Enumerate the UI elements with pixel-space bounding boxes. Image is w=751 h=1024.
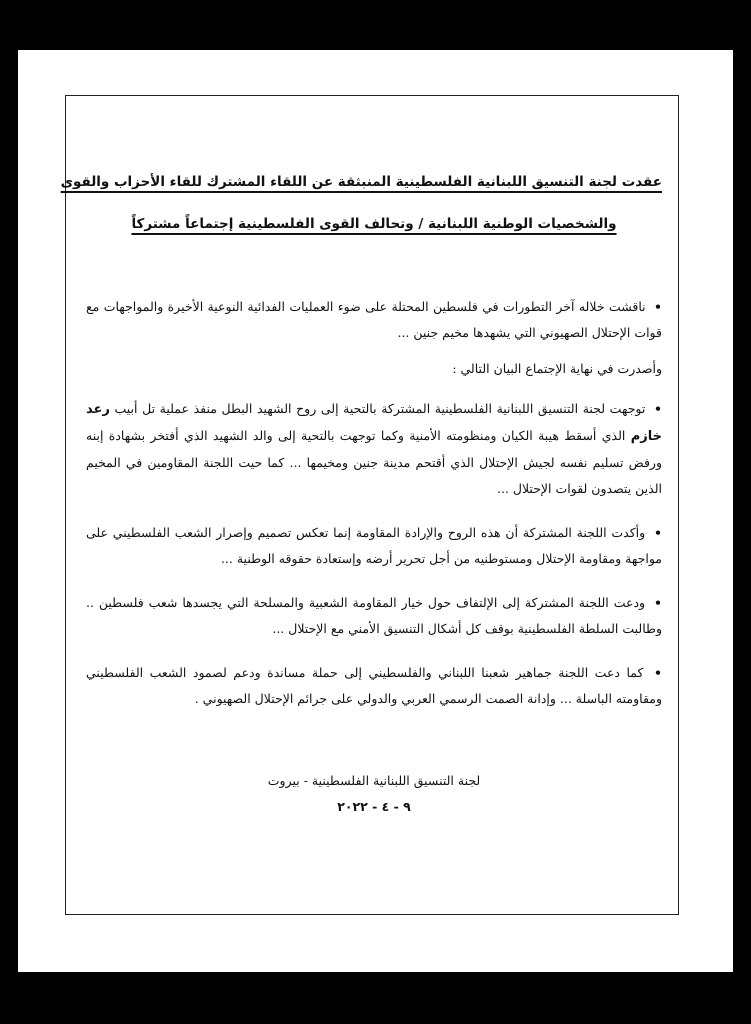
signature-block [86, 768, 662, 820]
paragraph-call-resistance [86, 590, 662, 642]
document-title-line-1: عقدت لجنة التنسيق اللبنانية الفلسطينية المنبثقة عن اللقاء المشترك للقاء الأحزاب والقوى [60, 174, 662, 190]
paragraph-tribute-text-start: توجهت لجنة التنسيق اللبنانية الفلسطينية المشتركة بالتحية إلى روح الشهيد البطل منفذ عملية تل أبيب [114, 401, 646, 416]
document-page [18, 50, 733, 972]
paragraph-call-support [86, 660, 662, 712]
paragraph-affirmation [86, 520, 662, 572]
paragraph-discussion [86, 294, 662, 346]
bullet-icon: • [654, 299, 662, 314]
paragraph-call-resistance-text: ودعت اللجنة المشتركة إلى الإلتفاف حول خيار المقاومة الشعبية والمسلحة التي يجسدها شعب فلسطين .. وطالبت السلطة الفلسطينية بوقف كل أشكال التنسيق الأمني مع الإحتلال ... [86, 595, 662, 636]
signature-committee: لجنة التنسيق اللبنانية الفلسطينية - بيروت [267, 773, 481, 788]
martyr-name: رعد خازم [86, 402, 662, 444]
paragraph-statement-intro: وأصدرت في نهاية الإجتماع البيان التالي : [452, 361, 662, 376]
bullet-icon: • [654, 401, 662, 416]
paragraph-call-support-text: كما دعت اللجنة جماهير شعبنا اللبناني والفلسطيني إلى حملة مساندة ودعم لصمود الشعب الفلسطيني ومقاومته الباسلة ... وإدانة الصمت الرسمي العربي والدولي على جرائم الإحتلال الصهيوني . [86, 665, 662, 706]
bullet-icon: • [654, 665, 662, 680]
page-border-frame [60, 95, 679, 915]
bullet-icon: • [654, 595, 662, 610]
document-title-line-2: والشخصيات الوطنية اللبنانية / وتحالف القوى الفلسطينية إجتماعاً مشتركاً [131, 216, 617, 232]
paragraph-tribute [86, 396, 662, 502]
paragraph-affirmation-text: وأكدت اللجنة المشتركة أن هذه الروح والإرادة المقاومة إنما تعكس تصميم وإصرار الشعب الفلسطيني على مواجهة ومقاومة الإحتلال ومستوطنيه من أجل تحرير أرضه وإستعادة حقوقه الوطنية ... [86, 525, 662, 566]
bullet-icon: • [654, 525, 662, 540]
document-date: ٩ - ٤ - ٢٠٢٢ [337, 799, 411, 814]
paragraph-tribute-text-end: الذي أسقط هيبة الكيان ومنظومته الأمنية وكما توجهت بالتحية إلى والد الشهيد الذي أفتخر بشهادة إبنه ورفض تسليم نفسه لجيش الإحتلال الذي أقتحم مدينة جنين ومخيمها ... كما حيت اللجنة المقاومين في المخيم الذين يتصدون لقوات الإحتلال ... [86, 428, 662, 496]
paragraph-discussion-text: ناقشت خلاله آخر التطورات في فلسطين المحتلة على ضوء العمليات الفدائية النوعية الأخيرة والمواجهات مع قوات الإحتلال الصهيوني التي يشهدها مخيم جنين ... [86, 299, 662, 340]
document-content [60, 172, 662, 820]
